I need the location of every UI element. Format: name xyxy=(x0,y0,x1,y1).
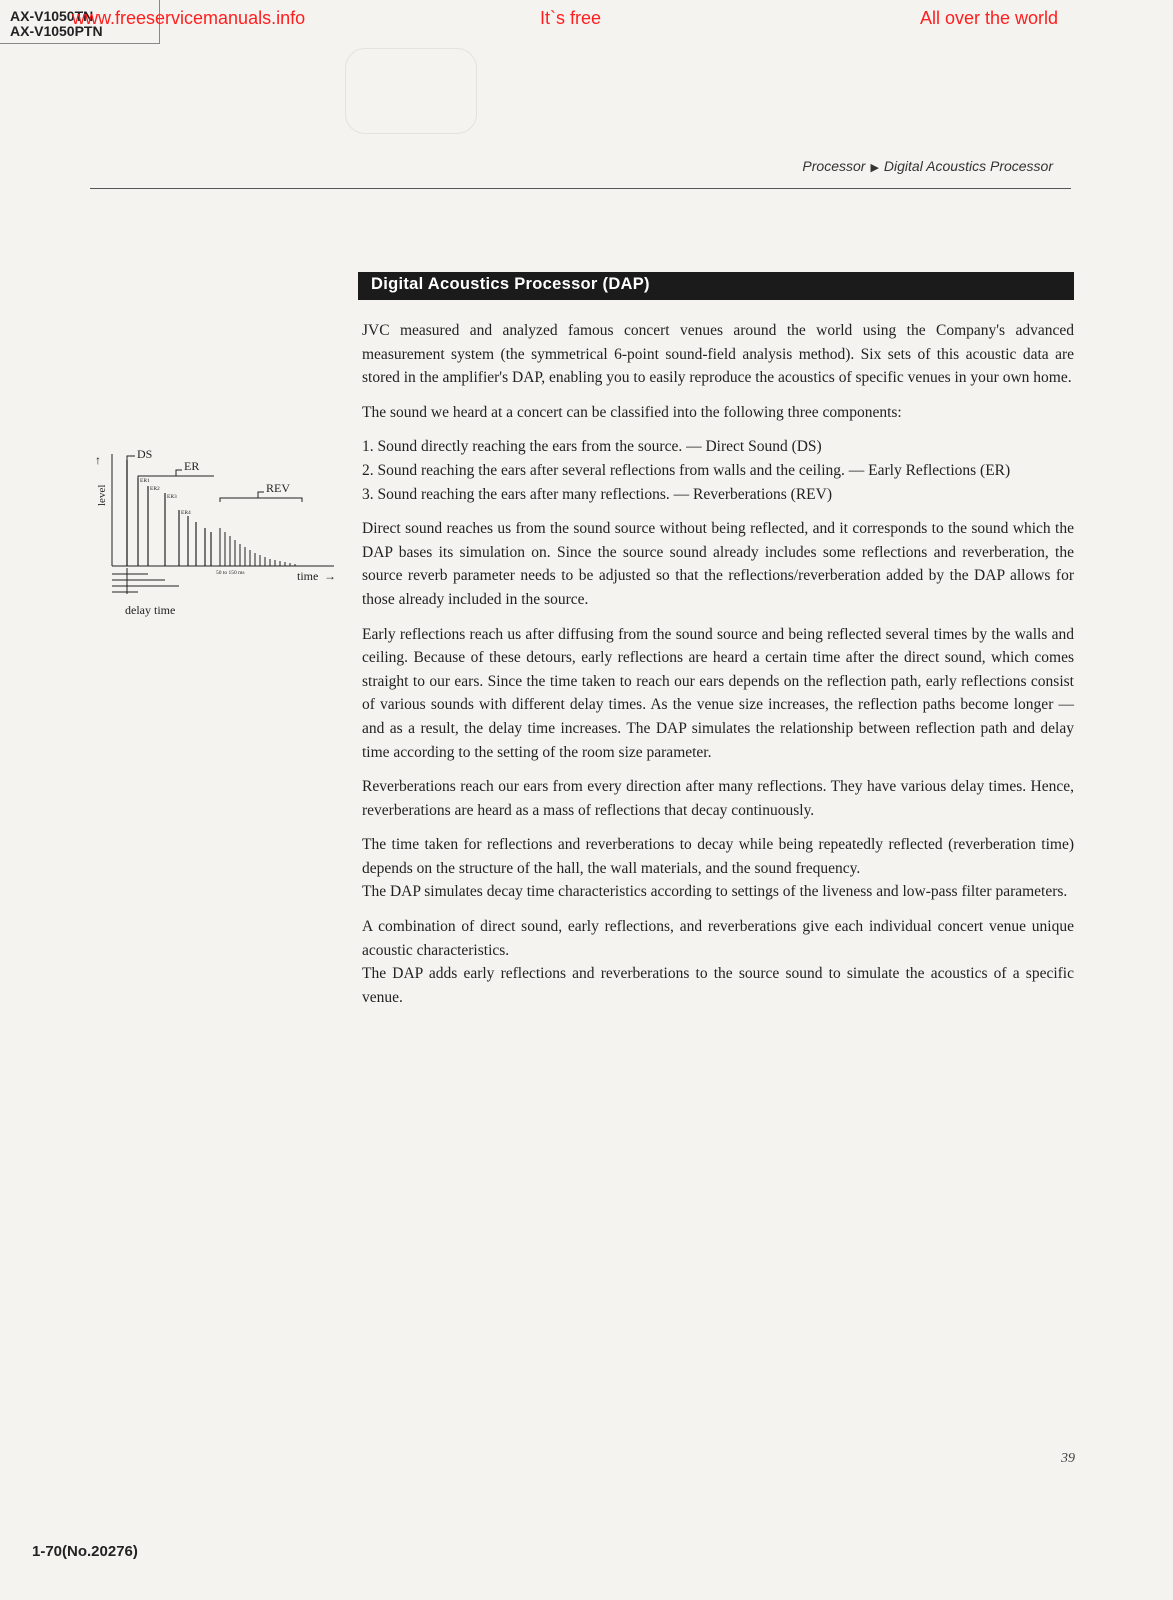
range-label: 50 to 150 ms xyxy=(216,570,245,576)
rev-bracket xyxy=(220,498,302,502)
header-rule xyxy=(90,188,1071,189)
paragraph-early-reflections: Early reflections reach us after diffusing from the sound source and being reflected several times by the walls and ceiling. Because of these detours, early reflections are heard a certain time after the direct sound, which comes straight to our ears. Since the time taken to reach our ears depends on the reflection path, early reflections consist of various sounds with different delay times. As the venue size increases, the reflection paths become longer — and as a result, the delay time increases. The DAP simulates the relationship between reflection path and delay time according to the setting of the room size parameter. xyxy=(362,625,1074,761)
paragraph-reverb-time: The time taken for reflections and reverberations to decay while being repeatedly reflected (reverberation time) depends on the structure of the hall, the wall materials, and the sound frequency. xyxy=(362,836,1074,877)
section-title: Digital Acoustics Processor (DAP) xyxy=(358,272,1074,300)
y-axis-arrow: ↑ xyxy=(95,453,101,467)
er-label: ER xyxy=(184,459,200,473)
site-link[interactable]: www.freeservicemanuals.info xyxy=(72,8,306,28)
free-text: It`s free xyxy=(540,8,602,28)
rev-label-hook xyxy=(258,492,264,498)
breadcrumb-subsection: Digital Acoustics Processor xyxy=(883,158,1053,174)
page-number: 39 xyxy=(1061,1451,1075,1466)
time-arrow: → xyxy=(324,569,336,583)
breadcrumb xyxy=(802,158,1053,174)
paragraph-intro: JVC measured and analyzed famous concert venues around the world using the Company's advanced measurement system (the symmetrical 6-point sound-field analysis method). Six sets of this acoustic data are stored in the amplifier's DAP, enabling you to easily reproduce the acoustics of specific venues in your own home. xyxy=(362,322,1074,387)
er1-label: ER1 xyxy=(140,478,150,484)
model-number-2: AX-V1050PTN xyxy=(10,23,103,39)
arrow-right-icon: ▶ xyxy=(870,162,879,174)
footer-code: 1-70(No.20276) xyxy=(32,1543,138,1560)
rev-label: REV xyxy=(266,481,290,495)
reflection-diagram xyxy=(92,448,354,618)
er4-label: ER4 xyxy=(181,510,191,516)
er2-label: ER2 xyxy=(150,486,160,492)
breadcrumb-section: Processor xyxy=(802,158,866,174)
paragraph-direct-sound: Direct sound reaches us from the sound source without being reflected, and it corresponds to the sound which the DAP bases its simulation on. Since the source sound already includes some reflections and reverberation, the source reverb parameter needs to be adjusted so that the reflections/reverberation added by the DAP allows for those already included in the source. xyxy=(362,520,1074,608)
paragraph-components: The sound we heard at a concert can be classified into the following three components: xyxy=(362,403,902,421)
world-text: All over the world xyxy=(920,8,1059,28)
paragraph-combination: A combination of direct sound, early reflections, and reverberations give each individual concert venue unique acoustic characteristics. xyxy=(362,918,1074,959)
paragraph-reverberations: Reverberations reach our ears from every direction after many reflections. They have various delay times. Hence, reverberations are heard as a mass of reflections that decay continuously. xyxy=(362,778,1074,819)
article-body xyxy=(362,319,1074,1020)
er3-label: ER3 xyxy=(167,494,177,500)
paragraph-dap-adds: The DAP adds early reflections and reverberations to the source sound to simulate the acoustics of a specific venue. xyxy=(362,965,1074,1006)
rev-bars xyxy=(220,528,295,566)
y-axis-label: level xyxy=(96,484,108,506)
list-item: 3. Sound reaching the ears after many reflections. — Reverberations (REV) xyxy=(362,485,833,503)
time-label: time xyxy=(297,569,319,583)
er-label-hook xyxy=(176,470,182,476)
ds-bracket xyxy=(127,456,135,462)
paragraph-decay-simulation: The DAP simulates decay time characteristics according to settings of the liveness and low-pass filter parameters. xyxy=(362,883,1068,901)
list-item: 2. Sound reaching the ears after several reflections from walls and the ceiling. — Early Reflections (ER) xyxy=(362,461,1011,479)
bleed-through-mark xyxy=(345,48,477,134)
delay-time-label: delay time xyxy=(125,603,176,617)
list-item: 1. Sound directly reaching the ears from the source. — Direct Sound (DS) xyxy=(362,438,822,456)
ds-label: DS xyxy=(137,448,153,461)
model-number-1: AX-V1050TN xyxy=(10,8,94,24)
components-list xyxy=(362,435,1074,506)
